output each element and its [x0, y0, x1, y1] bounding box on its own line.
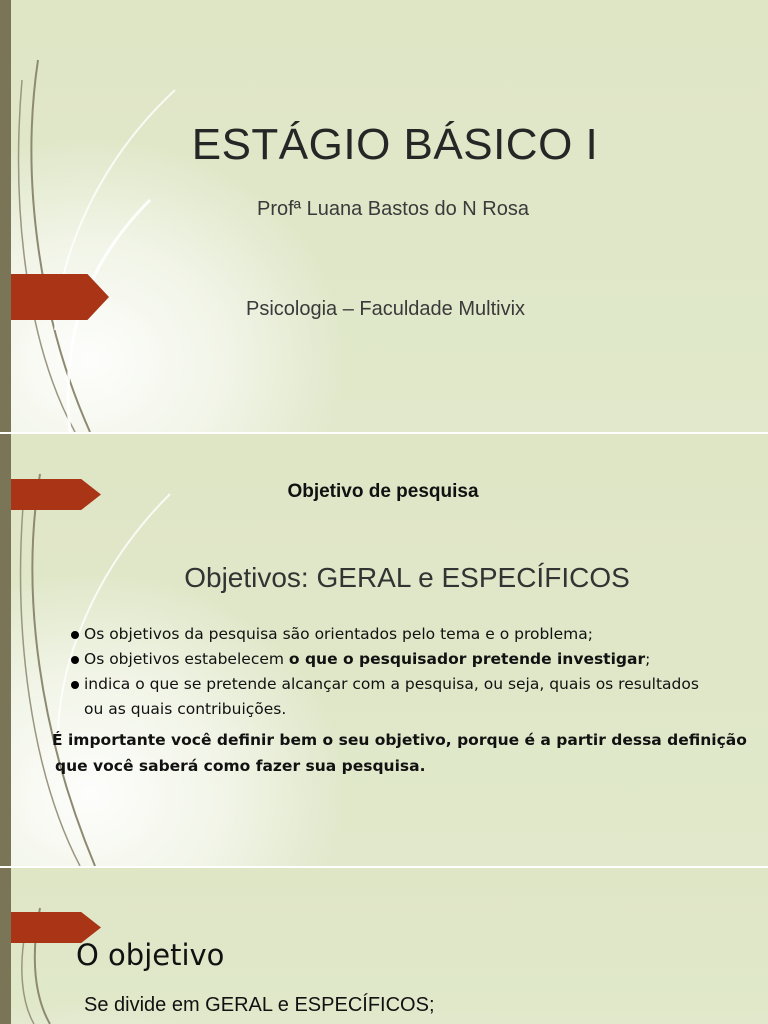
course-name: Psicologia – Faculdade Multivix: [245, 298, 526, 320]
bullet-text: indica o que se pretende alcançar com a pesquisa, ou seja, quais os resultados: [84, 675, 699, 693]
bullet-icon: [71, 631, 79, 639]
slide-title: O objetivo: [76, 938, 225, 972]
bullet-icon: [71, 656, 79, 664]
list-item: [70, 622, 760, 647]
slide-title: ESTÁGIO BÁSICO I: [191, 120, 599, 169]
section-heading: Objetivo de pesquisa: [287, 481, 479, 502]
bullet-text: Os objetivos estabelecem: [84, 650, 289, 668]
left-bar: [0, 868, 11, 1024]
slide-2: [0, 434, 768, 866]
slide-3: [0, 868, 768, 1024]
emphasis-paragraph: [52, 727, 768, 779]
emphasis-line: É importante você definir bem o seu objetivo, porque é a partir dessa definição: [52, 731, 747, 749]
bullet-text: Os objetivos da pesquisa são orientados pelo tema e o problema;: [84, 625, 593, 643]
slide-title: Objetivos: GERAL e ESPECÍFICOS: [184, 562, 630, 593]
bullet-icon: [71, 681, 79, 689]
bullet-bold-text: o que o pesquisador pretende investigar: [288, 650, 646, 668]
list-item: [70, 672, 760, 722]
list-item: [70, 647, 760, 672]
bullet-text-continued: ou as quais contribuições.: [84, 700, 287, 718]
bullet-text-end: ;: [645, 650, 651, 668]
slide-1: [0, 0, 768, 432]
slide-text: Se divide em GERAL e ESPECÍFICOS;: [84, 994, 435, 1016]
bullet-list: [70, 622, 760, 722]
professor-name: Profª Luana Bastos do N Rosa: [256, 198, 529, 220]
emphasis-line: que você saberá como fazer sua pesquisa.: [55, 757, 426, 775]
